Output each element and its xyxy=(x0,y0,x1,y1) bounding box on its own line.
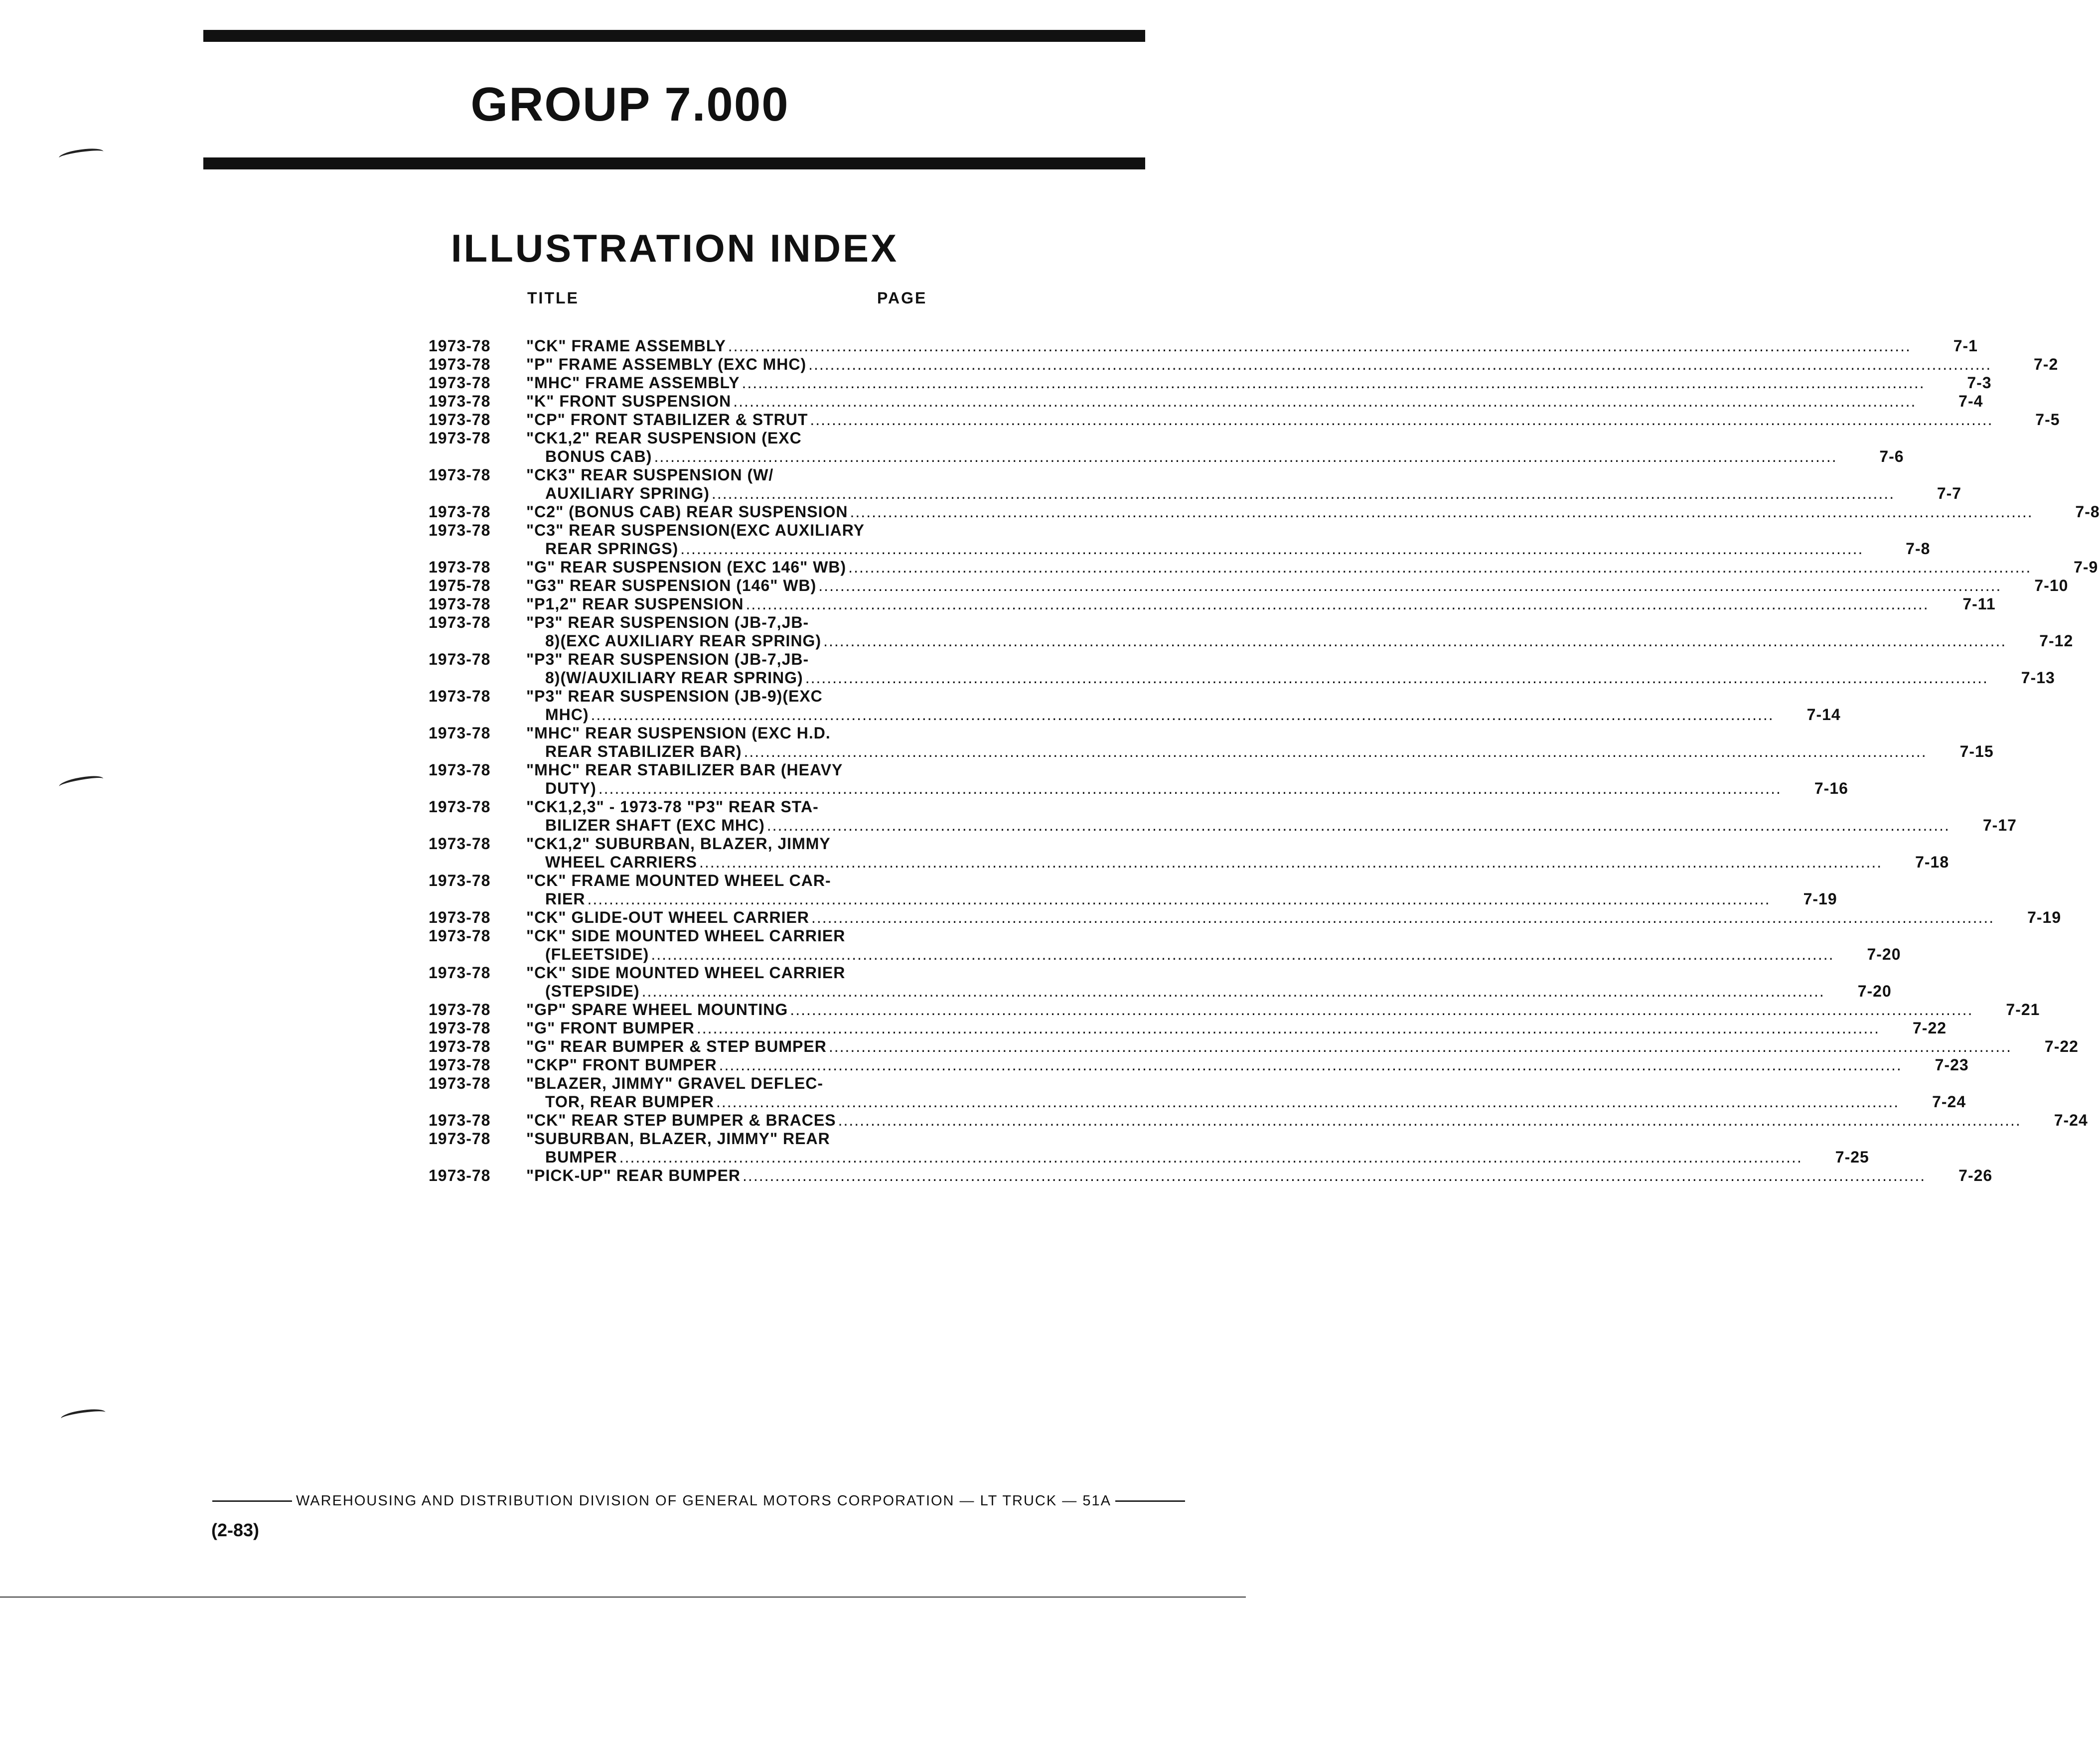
entry-title-line: "P1,2" REAR SUSPENSION xyxy=(526,595,744,613)
dot-leader xyxy=(591,706,1774,724)
entry-page: 7-19 xyxy=(1803,890,1837,908)
bottom-rule xyxy=(203,157,1145,169)
entry-title-continuation: REAR SPRINGS) xyxy=(545,540,679,558)
dot-leader xyxy=(642,982,1825,1001)
entry-title-continuation: MHC) xyxy=(545,706,589,724)
entry-title-line: "CK1,2" SUBURBAN, BLAZER, JIMMY xyxy=(526,835,831,853)
entry-title-line: "SUBURBAN, BLAZER, JIMMY" REAR xyxy=(526,1130,830,1148)
dot-leader xyxy=(743,1167,1926,1185)
index-entry xyxy=(429,411,2060,429)
entry-title-line: "CK3" REAR SUSPENSION (W/ xyxy=(526,466,774,484)
entry-title xyxy=(526,964,1827,1001)
entry-title xyxy=(526,411,1995,429)
entry-year: 1973-78 xyxy=(429,835,491,853)
index-entry xyxy=(429,1056,1969,1074)
entry-title-line: "G" REAR SUSPENSION (EXC 146" WB) xyxy=(526,558,847,576)
index-entry xyxy=(429,503,2100,521)
entry-page: 7-22 xyxy=(1913,1019,1947,1037)
entry-title-line: "BLAZER, JIMMY" GRAVEL DEFLEC- xyxy=(526,1074,824,1092)
entry-year: 1973-78 xyxy=(429,1167,491,1184)
entry-title-continuation: (STEPSIDE) xyxy=(545,982,640,1000)
entry-title xyxy=(526,761,1784,798)
entry-title xyxy=(526,1130,1804,1167)
entry-page: 7-18 xyxy=(1915,853,1950,871)
index-entry xyxy=(429,429,1904,466)
entry-title xyxy=(526,872,1773,908)
dot-leader xyxy=(829,1037,2012,1056)
entry-title xyxy=(526,466,1897,503)
entry-title xyxy=(526,503,2035,521)
entry-year: 1973-78 xyxy=(429,613,491,631)
entry-title xyxy=(526,687,1776,724)
entry-page: 7-6 xyxy=(1879,447,1904,465)
index-entry xyxy=(429,392,1983,411)
entry-page: 7-17 xyxy=(1982,816,2017,834)
dot-leader xyxy=(733,392,1916,411)
entry-title-line: "CK" GLIDE-OUT WHEEL CARRIER xyxy=(526,908,809,926)
entry-title xyxy=(526,374,1927,392)
entry-title xyxy=(526,1167,1928,1185)
entry-page: 7-10 xyxy=(2034,577,2069,594)
entry-title-continuation: BILIZER SHAFT (EXC MHC) xyxy=(545,816,765,834)
entry-title-line: "G" REAR BUMPER & STEP BUMPER xyxy=(526,1037,827,1055)
index-entry xyxy=(429,687,1841,724)
entry-year: 1973-78 xyxy=(429,337,491,355)
dot-leader xyxy=(848,558,2031,577)
entry-page: 7-26 xyxy=(1958,1167,1993,1184)
index-entry xyxy=(429,1074,1966,1111)
entry-title xyxy=(526,337,1913,355)
entry-year: 1973-78 xyxy=(429,1130,491,1148)
dot-leader xyxy=(823,632,2006,650)
entry-page: 7-8 xyxy=(2075,503,2100,521)
scan-mark xyxy=(60,1407,106,1424)
entry-page: 7-4 xyxy=(1958,392,1983,410)
entry-title-line: "CK1,2,3" - 1973-78 "P3" REAR STA- xyxy=(526,798,819,816)
entry-title xyxy=(526,1037,2014,1056)
dot-leader xyxy=(818,577,2001,595)
entry-year: 1973-78 xyxy=(429,466,491,484)
entry-title-line: "C3" REAR SUSPENSION(EXC AUXILIARY xyxy=(526,521,865,539)
entry-page: 7-23 xyxy=(1935,1056,1969,1074)
entry-year: 1973-78 xyxy=(429,558,491,576)
dot-leader xyxy=(767,816,1950,835)
index-entry xyxy=(429,1019,1947,1037)
scan-mark xyxy=(58,773,104,791)
entry-year: 1973-78 xyxy=(429,908,491,926)
dot-leader xyxy=(680,540,1863,558)
entry-title xyxy=(526,595,1931,613)
entry-title xyxy=(526,1074,1901,1111)
index-entry xyxy=(429,964,1892,1001)
entry-title xyxy=(526,835,1884,872)
dot-leader xyxy=(742,374,1925,392)
entry-page: 7-24 xyxy=(1932,1093,1966,1111)
entry-title-line: "G3" REAR SUSPENSION (146" WB) xyxy=(526,577,817,594)
index-entry xyxy=(429,724,1994,761)
index-entry xyxy=(429,466,1962,503)
entry-title-line: "PICK-UP" REAR BUMPER xyxy=(526,1167,741,1184)
index-entry xyxy=(429,761,1848,798)
entry-title-line: "GP" SPARE WHEEL MOUNTING xyxy=(526,1001,788,1019)
entry-title-line: "CK" FRAME ASSEMBLY xyxy=(526,337,726,355)
entry-title xyxy=(526,650,1990,687)
entry-page: 7-20 xyxy=(1857,982,1892,1000)
entry-page: 7-11 xyxy=(1962,595,1996,613)
entry-year: 1973-78 xyxy=(429,1019,491,1037)
entry-page: 7-1 xyxy=(1953,337,1978,355)
entry-year: 1973-78 xyxy=(429,650,491,668)
entry-page: 7-8 xyxy=(1906,540,1931,558)
entry-page: 7-9 xyxy=(2074,558,2099,576)
footer-text: WAREHOUSING AND DISTRIBUTION DIVISION OF GENERAL MOTORS CORPORATION — LT TRUCK — 51A xyxy=(296,1493,1111,1509)
entry-year: 1973-78 xyxy=(429,724,491,742)
dot-leader xyxy=(805,669,1988,687)
entry-year: 1973-78 xyxy=(429,1111,491,1129)
entry-title-continuation: DUTY) xyxy=(545,779,597,797)
entry-title xyxy=(526,798,1952,835)
index-entry xyxy=(429,650,2055,687)
illustration-index-list xyxy=(429,337,2100,1185)
entry-title xyxy=(526,724,1929,761)
entry-year: 1973-78 xyxy=(429,1001,491,1019)
entry-title xyxy=(526,558,2033,577)
entry-title-line: "P3" REAR SUSPENSION (JB-9)(EXC xyxy=(526,687,823,705)
dot-leader xyxy=(850,503,2033,521)
dot-leader xyxy=(744,742,1927,761)
entry-year: 1973-78 xyxy=(429,521,491,539)
entry-page: 7-5 xyxy=(2035,411,2060,429)
index-entry xyxy=(429,835,1950,872)
entry-title-continuation: REAR STABILIZER BAR) xyxy=(545,742,742,760)
dot-leader xyxy=(651,945,1834,964)
entry-title-line: "CK" FRAME MOUNTED WHEEL CAR- xyxy=(526,872,831,889)
entry-page: 7-15 xyxy=(1959,742,1994,760)
entry-title-line: "P" FRAME ASSEMBLY (EXC MHC) xyxy=(526,355,807,373)
title-column-header: TITLE xyxy=(527,289,579,307)
footer-rule-left xyxy=(212,1500,292,1502)
entry-title-continuation: (FLEETSIDE) xyxy=(545,945,649,963)
index-entry xyxy=(429,337,1978,355)
page-edge-line xyxy=(0,1597,1246,1598)
entry-title xyxy=(526,392,1918,411)
dot-leader xyxy=(654,447,1837,466)
entry-title-line: "CP" FRONT STABILIZER & STRUT xyxy=(526,411,808,429)
entry-title xyxy=(526,355,1993,374)
entry-page: 7-22 xyxy=(2044,1037,2079,1055)
entry-title xyxy=(526,908,1996,927)
entry-year: 1975-78 xyxy=(429,577,491,594)
entry-page: 7-3 xyxy=(1967,374,1992,392)
dot-leader xyxy=(746,595,1929,613)
entry-year: 1973-78 xyxy=(429,927,491,945)
entry-title-line: "MHC" REAR STABILIZER BAR (HEAVY xyxy=(526,761,843,779)
index-entry xyxy=(429,374,1992,392)
dot-leader xyxy=(599,779,1782,798)
index-entry xyxy=(429,595,1996,613)
entry-title-line: "K" FRONT SUSPENSION xyxy=(526,392,732,410)
dot-leader xyxy=(697,1019,1880,1037)
index-entry xyxy=(429,1001,2040,1019)
dot-leader xyxy=(728,337,1911,355)
entry-title-continuation: TOR, REAR BUMPER xyxy=(545,1093,714,1111)
entry-page: 7-7 xyxy=(1937,484,1962,502)
entry-year: 1973-78 xyxy=(429,798,491,816)
entry-title-line: "CK1,2" REAR SUSPENSION (EXC xyxy=(526,429,802,447)
index-entry xyxy=(429,872,1837,908)
entry-page: 7-16 xyxy=(1814,779,1848,797)
entry-page: 7-13 xyxy=(2021,669,2055,687)
entry-title-line: "P3" REAR SUSPENSION (JB-7,JB- xyxy=(526,613,809,631)
dot-leader xyxy=(712,484,1895,503)
entry-title xyxy=(526,1019,1882,1037)
entry-year: 1973-78 xyxy=(429,429,491,447)
entry-year: 1973-78 xyxy=(429,1056,491,1074)
entry-year: 1973-78 xyxy=(429,355,491,373)
entry-page: 7-14 xyxy=(1806,706,1841,724)
entry-title-line: "CK" REAR STEP BUMPER & BRACES xyxy=(526,1111,836,1129)
entry-title-continuation: 8)(W/AUXILIARY REAR SPRING) xyxy=(545,669,803,687)
entry-year: 1973-78 xyxy=(429,687,491,705)
entry-title xyxy=(526,521,1865,558)
entry-page: 7-20 xyxy=(1867,945,1901,963)
dot-leader xyxy=(790,1001,1973,1019)
dot-leader xyxy=(811,908,1994,927)
dot-leader xyxy=(587,890,1770,908)
entry-year: 1973-78 xyxy=(429,964,491,982)
footer-rule-right xyxy=(1115,1500,1185,1502)
index-entry xyxy=(429,1111,2088,1130)
entry-title xyxy=(526,1001,1975,1019)
entry-title-line: "CKP" FRONT BUMPER xyxy=(526,1056,717,1074)
entry-page: 7-25 xyxy=(1835,1148,1869,1166)
entry-title xyxy=(526,1056,1904,1074)
entry-year: 1973-78 xyxy=(429,761,491,779)
entry-title-continuation: WHEEL CARRIERS xyxy=(545,853,697,871)
top-rule xyxy=(203,30,1145,42)
entry-year: 1973-78 xyxy=(429,595,491,613)
entry-title xyxy=(526,613,2008,650)
entry-title-line: "CK" SIDE MOUNTED WHEEL CARRIER xyxy=(526,927,846,945)
page-column-header: PAGE xyxy=(877,289,927,307)
dot-leader xyxy=(838,1111,2021,1130)
index-title: ILLUSTRATION INDEX xyxy=(450,226,899,270)
entry-year: 1973-78 xyxy=(429,374,491,392)
index-entry xyxy=(429,798,2017,835)
entry-title-line: "CK" SIDE MOUNTED WHEEL CARRIER xyxy=(526,964,846,982)
entry-title xyxy=(526,577,2003,595)
entry-year: 1973-78 xyxy=(429,1074,491,1092)
entry-title xyxy=(526,927,1836,964)
entry-year: 1973-78 xyxy=(429,1037,491,1055)
index-entry xyxy=(429,1167,1993,1185)
entry-year: 1973-78 xyxy=(429,872,491,889)
index-entry xyxy=(429,613,2074,650)
entry-title-line: "G" FRONT BUMPER xyxy=(526,1019,695,1037)
index-entry xyxy=(429,521,1931,558)
entry-title-line: "C2" (BONUS CAB) REAR SUSPENSION xyxy=(526,503,848,521)
entry-title xyxy=(526,429,1839,466)
index-entry xyxy=(429,558,2099,577)
entry-year: 1973-78 xyxy=(429,392,491,410)
entry-title-continuation: BUMPER xyxy=(545,1148,617,1166)
entry-page: 7-2 xyxy=(2034,355,2059,373)
index-entry xyxy=(429,1037,2079,1056)
entry-title-continuation: RIER xyxy=(545,890,586,908)
dot-leader xyxy=(810,411,1993,429)
entry-page: 7-21 xyxy=(2006,1001,2040,1019)
entry-title-continuation: BONUS CAB) xyxy=(545,447,652,465)
dot-leader xyxy=(808,355,1991,374)
entry-title-line: "P3" REAR SUSPENSION (JB-7,JB- xyxy=(526,650,809,668)
revision-date: (2-83) xyxy=(211,1520,260,1540)
entry-page: 7-19 xyxy=(2027,908,2062,926)
index-entry xyxy=(429,355,2059,374)
entry-title-continuation: AUXILIARY SPRING) xyxy=(545,484,710,502)
scan-mark xyxy=(58,146,104,163)
entry-page: 7-24 xyxy=(2054,1111,2088,1129)
index-entry xyxy=(429,1130,1869,1167)
entry-page: 7-12 xyxy=(2039,632,2074,650)
dot-leader xyxy=(716,1093,1899,1111)
entry-year: 1973-78 xyxy=(429,411,491,429)
entry-title-continuation: 8)(EXC AUXILIARY REAR SPRING) xyxy=(545,632,822,650)
entry-title-line: "MHC" FRAME ASSEMBLY xyxy=(526,374,740,392)
index-entry xyxy=(429,908,2062,927)
entry-title xyxy=(526,1111,2023,1130)
entry-year: 1973-78 xyxy=(429,503,491,521)
index-entry xyxy=(429,577,2069,595)
footer xyxy=(212,1493,1169,1509)
entry-title-line: "MHC" REAR SUSPENSION (EXC H.D. xyxy=(526,724,831,742)
index-entry xyxy=(429,927,1901,964)
dot-leader xyxy=(719,1056,1902,1074)
group-title: GROUP 7.000 xyxy=(470,78,789,131)
dot-leader xyxy=(699,853,1882,872)
dot-leader xyxy=(619,1148,1802,1167)
